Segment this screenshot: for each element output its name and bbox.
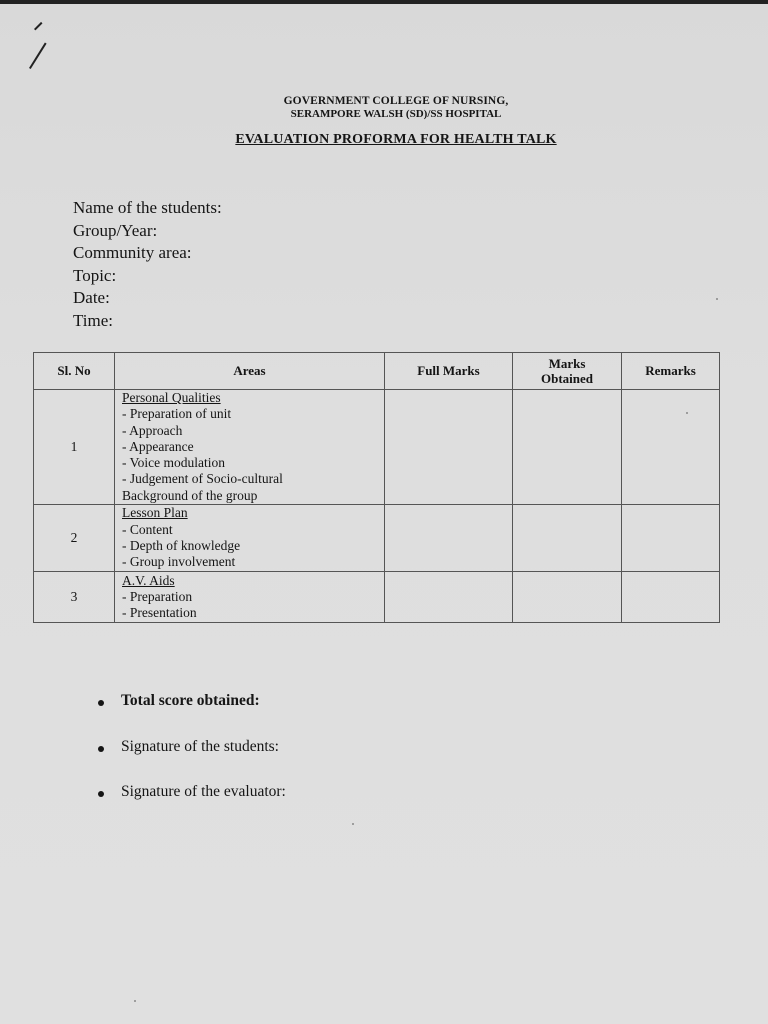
header-areas: Areas xyxy=(115,353,385,390)
area-item: - Presentation xyxy=(122,605,197,621)
row-areas xyxy=(115,390,385,505)
header-sl-no: Sl. No xyxy=(34,353,115,390)
area-item: - Depth of knowledge xyxy=(122,538,241,554)
header-marks-obtained xyxy=(513,353,622,390)
area-item: Background of the group xyxy=(122,487,258,503)
area-item: - Content xyxy=(122,521,173,537)
field-date: Date: xyxy=(73,288,110,308)
field-topic: Topic: xyxy=(73,265,117,285)
college-name: GOVERNMENT COLLEGE OF NURSING, xyxy=(283,95,509,107)
marks-obtained-cell[interactable] xyxy=(513,505,622,572)
remarks-cell[interactable] xyxy=(622,505,720,572)
field-student-name: Name of the students: xyxy=(73,198,222,217)
area-item: - Preparation of unit xyxy=(122,406,232,422)
bullet-icon xyxy=(98,700,104,706)
remarks-cell[interactable] xyxy=(622,390,720,505)
area-title: Lesson Plan xyxy=(122,505,188,521)
remarks-cell[interactable] xyxy=(622,572,720,623)
bullet-icon xyxy=(98,746,104,752)
total-score-label: Total score obtained: xyxy=(121,692,260,709)
area-item: - Preparation xyxy=(122,588,193,604)
header-marks-line2: Obtained xyxy=(540,371,593,386)
evaluation-table xyxy=(33,352,720,623)
pen-mark-large xyxy=(29,43,46,69)
header-marks-line1: Marks xyxy=(548,356,586,371)
footer-item-sig-students xyxy=(96,738,286,784)
area-item: - Group involvement xyxy=(122,554,236,570)
scan-speck xyxy=(686,412,688,414)
pen-mark-small xyxy=(34,22,42,30)
field-time: Time: xyxy=(73,310,114,330)
row-areas xyxy=(115,572,385,623)
table-row xyxy=(34,505,720,572)
table-row xyxy=(34,390,720,505)
row-sl-no: 1 xyxy=(34,390,115,505)
row-areas xyxy=(115,505,385,572)
bullet-icon xyxy=(98,791,104,797)
footer-list xyxy=(96,692,286,829)
header-full-marks: Full Marks xyxy=(385,353,513,390)
signature-students-label: Signature of the students: xyxy=(121,737,279,755)
area-item: - Appearance xyxy=(122,438,194,454)
area-item: - Judgement of Socio-cultural xyxy=(122,471,283,487)
area-title: A.V. Aids xyxy=(122,572,175,588)
signature-evaluator-label: Signature of the evaluator: xyxy=(121,783,286,800)
area-item: - Approach xyxy=(122,422,183,438)
area-title: Personal Qualities xyxy=(122,390,221,405)
marks-obtained-cell[interactable] xyxy=(513,390,622,505)
table-row xyxy=(34,572,720,623)
full-marks-cell[interactable] xyxy=(385,505,513,572)
scan-speck xyxy=(134,1000,136,1002)
marks-obtained-cell[interactable] xyxy=(513,572,622,623)
row-sl-no: 3 xyxy=(34,572,115,623)
scan-edge-line xyxy=(0,0,768,4)
field-group-year: Group/Year: xyxy=(73,220,158,240)
header-remarks: Remarks xyxy=(622,353,720,390)
info-fields xyxy=(73,197,222,333)
document-title: EVALUATION PROFORMA FOR HEALTH TALK xyxy=(235,132,557,147)
row-sl-no: 2 xyxy=(34,505,115,572)
field-community-area: Community area: xyxy=(73,243,192,263)
scan-speck xyxy=(716,298,718,300)
area-item: - Voice modulation xyxy=(122,455,225,471)
footer-item-total xyxy=(96,692,286,738)
scan-speck xyxy=(352,823,354,825)
footer-item-sig-evaluator xyxy=(96,783,286,829)
full-marks-cell[interactable] xyxy=(385,572,513,623)
full-marks-cell[interactable] xyxy=(385,390,513,505)
hospital-name: SERAMPORE WALSH (SD)/SS HOSPITAL xyxy=(290,108,502,120)
table-header-row xyxy=(34,353,720,390)
